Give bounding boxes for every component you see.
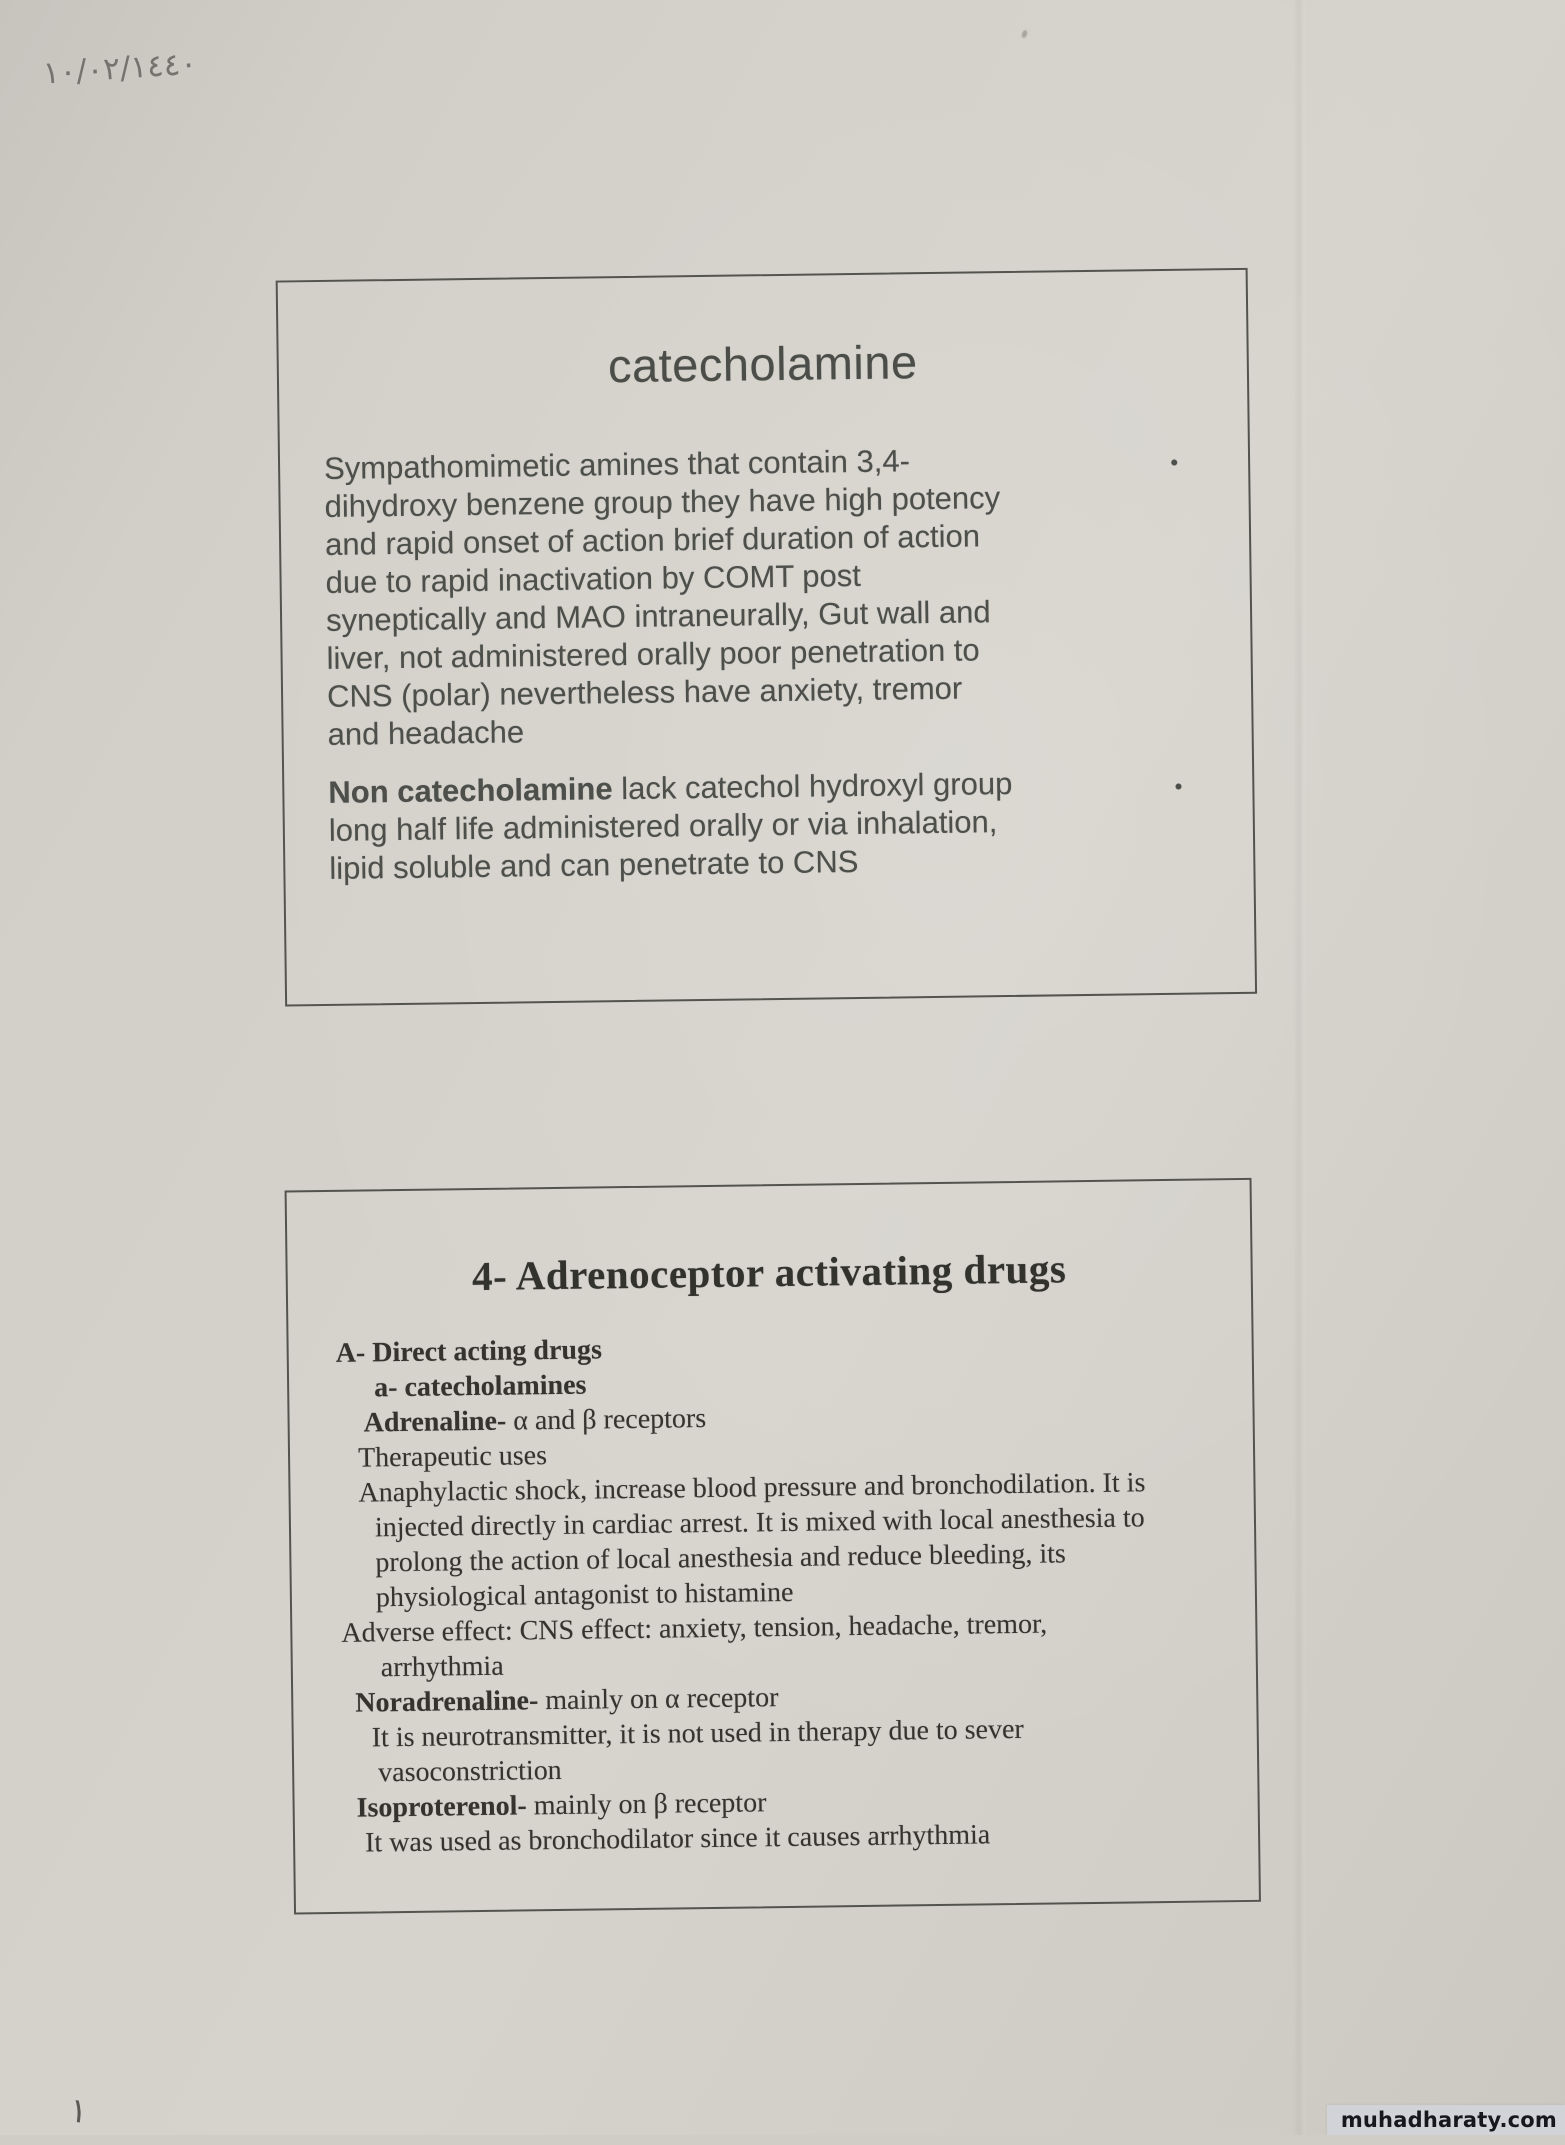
text-line: due to rapid inactivation by COMT post bbox=[325, 553, 1137, 602]
line-rest: α and β receptors bbox=[506, 1403, 706, 1437]
text-line: dihydroxy benzene group they have high potency bbox=[324, 477, 1136, 526]
text-line: CNS (polar) nevertheless have anxiety, tremor bbox=[327, 667, 1139, 716]
slide1-title: catecholamine bbox=[278, 330, 1247, 398]
line-rest: mainly on β receptor bbox=[527, 1787, 767, 1821]
slide2-title: 4- Adrenoceptor activating drugs bbox=[287, 1242, 1251, 1303]
watermark-badge bbox=[1327, 2105, 1565, 2135]
slide1-body bbox=[324, 439, 1142, 888]
bold-lead: Isoproterenol- bbox=[356, 1790, 526, 1823]
watermark-text: muhadharaty.com bbox=[1341, 2108, 1557, 2132]
text-line: Sympathomimetic amines that contain 3,4- bbox=[324, 439, 1136, 488]
text-line: syneptically and MAO intraneurally, Gut wall and bbox=[326, 591, 1138, 640]
handwritten-page-number: ١ bbox=[67, 2090, 90, 2132]
line-rest: Therapeutic uses bbox=[358, 1440, 547, 1473]
line-rest: physiological antagonist to histamine bbox=[376, 1577, 794, 1613]
slide-frame-adrenoceptor bbox=[285, 1178, 1261, 1915]
text-line: long half life administered orally or via inhalation, bbox=[329, 801, 1141, 850]
line-rest: Adverse effect: CNS effect: anxiety, tension, headache, tremor, bbox=[341, 1609, 1047, 1649]
bullet-icon: • bbox=[1170, 444, 1178, 482]
line-rest: Anaphylactic shock, increase blood pressure and bronchodilation. It is bbox=[358, 1467, 1145, 1508]
text-line: lipid soluble and can penetrate to CNS bbox=[329, 839, 1141, 888]
bold-lead: Noradrenaline- bbox=[355, 1685, 538, 1718]
line-rest: vasoconstriction bbox=[378, 1755, 562, 1788]
line-rest: It is neurotransmitter, it is not used in therapy due to sever bbox=[372, 1714, 1024, 1754]
handwritten-date: ١٠/٠٢/١٤٤٠ bbox=[42, 46, 198, 92]
slide1-paragraph-catecholamine bbox=[324, 439, 1140, 754]
text-line: liver, not administered orally poor penetration to bbox=[326, 629, 1138, 678]
bullet-icon: • bbox=[1174, 768, 1182, 806]
line-rest: arrhythmia bbox=[381, 1651, 504, 1684]
text-line: and headache bbox=[327, 705, 1139, 754]
line-rest: lack catechol hydroxyl group bbox=[612, 766, 1012, 806]
slide1-paragraph-non-catecholamine bbox=[328, 763, 1141, 888]
line-rest: injected directly in cardiac arrest. It is mixed with local anesthesia to bbox=[375, 1502, 1145, 1543]
line-rest: prolong the action of local anesthesia and reduce bleeding, its bbox=[375, 1538, 1066, 1578]
bold-lead: Adrenaline- bbox=[363, 1406, 506, 1439]
bold-lead: A- Direct acting drugs bbox=[336, 1334, 603, 1368]
slide2-body bbox=[288, 1324, 1258, 1862]
text-line: and rapid onset of action brief duration of action bbox=[325, 515, 1137, 564]
line-rest: It was used as bronchodilator since it causes arrhythmia bbox=[365, 1819, 991, 1858]
bold-lead: Non catecholamine bbox=[328, 771, 613, 810]
slide-frame-catecholamine bbox=[276, 268, 1257, 1007]
line-rest: mainly on α receptor bbox=[538, 1682, 779, 1716]
bold-lead: a- catecholamines bbox=[374, 1370, 587, 1404]
